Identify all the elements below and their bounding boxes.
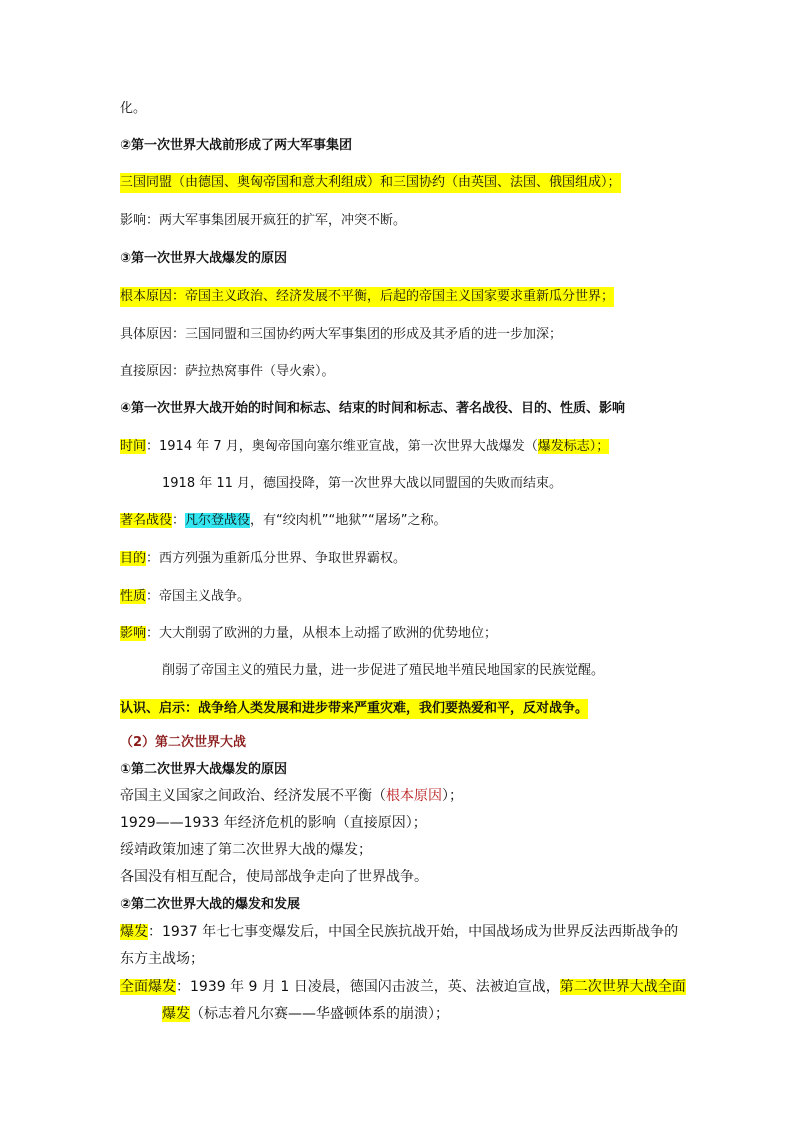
text-line bbox=[120, 922, 678, 942]
highlight-segment: 爆发标志）； bbox=[537, 439, 610, 454]
text-segment: ，有“绞肉机”“地狱”“屠场”之称。 bbox=[250, 513, 447, 528]
highlight-segment: 第二次世界大战全面 bbox=[559, 979, 686, 995]
subheading: ②第二次世界大战的爆发和发展 bbox=[120, 897, 301, 912]
highlight-segment: 爆发 bbox=[162, 1006, 190, 1022]
text-segment: ：1939 年 9 月 1 日凌晨，德国闪击波兰，英、法被迫宣战， bbox=[176, 979, 560, 995]
text-line bbox=[120, 549, 406, 569]
text-line: 1918 年 11 月，德国投降，第一次世界大战以同盟国的失败而结束。 bbox=[162, 476, 563, 491]
text-line: 影响：两大军事集团展开疯狂的扩军，冲突不断。 bbox=[120, 213, 407, 228]
label-battle: 著名战役 bbox=[120, 513, 173, 528]
text-line: 东方主战场； bbox=[120, 951, 204, 967]
text-segment: ： bbox=[172, 513, 186, 528]
highlighted-line: 根本原因：帝国主义政治、经济发展不平衡，后起的帝国主义国家要求重新瓜分世界； bbox=[120, 287, 614, 307]
text-segment: ：1937 年七七事变爆发后，中国全民族抗战开始，中国战场成为世界反法西斯战争的 bbox=[148, 924, 679, 940]
text-segment: ：1914 年 7 月，奥匈帝国向塞尔维亚宣战，第一次世界大战爆发（ bbox=[146, 439, 538, 454]
subheading: ④第一次世界大战开始的时间和标志、结束的时间和标志、著名战役、目的、性质、影响 bbox=[120, 401, 626, 416]
text-line bbox=[162, 1004, 449, 1024]
label-time: 时间 bbox=[120, 439, 147, 454]
red-text: 根本原因 bbox=[386, 788, 442, 804]
text-segment: ：帝国主义战争。 bbox=[146, 589, 251, 604]
text-line: 化。 bbox=[120, 101, 147, 116]
text-line bbox=[120, 977, 686, 997]
cyan-highlight: 凡尔登战役 bbox=[185, 513, 251, 528]
label-nature: 性质 bbox=[120, 589, 147, 604]
subheading: ①第二次世界大战爆发的原因 bbox=[120, 762, 288, 777]
text-segment: ：大大削弱了欧洲的力量，从根本上动摇了欧洲的优势地位； bbox=[146, 626, 498, 641]
label-outbreak: 爆发 bbox=[120, 924, 148, 940]
text-line bbox=[120, 587, 250, 607]
highlighted-conclusion: 认识、启示：战争给人类发展和进步带来严重灾难，我们要热爱和平，反对战争。 bbox=[120, 699, 588, 719]
section-heading: （2）第二次世界大战 bbox=[120, 735, 247, 750]
text-segment: 帝国主义国家之间政治、经济发展不平衡（ bbox=[120, 788, 386, 804]
text-line: 直接原因：萨拉热窝事件（导火索）。 bbox=[120, 364, 335, 379]
subheading: ②第一次世界大战前形成了两大军事集团 bbox=[120, 138, 353, 153]
label-purpose: 目的 bbox=[120, 551, 147, 566]
subheading: ③第一次世界大战爆发的原因 bbox=[120, 251, 288, 266]
text-line bbox=[120, 437, 609, 457]
text-line: 各国没有相互配合，使局部战争走向了世界战争。 bbox=[120, 869, 428, 885]
text-segment: （标志着凡尔赛——华盛顿体系的崩溃）； bbox=[190, 1006, 449, 1022]
text-line bbox=[120, 786, 463, 806]
text-segment: ：西方列强为重新瓜分世界、争取世界霸权。 bbox=[146, 551, 407, 566]
text-line: 具体原因：三国同盟和三国协约两大军事集团的形成及其矛盾的进一步加深； bbox=[120, 327, 563, 342]
text-line bbox=[120, 624, 497, 644]
text-line bbox=[120, 511, 446, 531]
label-full-outbreak: 全面爆发 bbox=[120, 979, 176, 995]
highlighted-line: 三国同盟（由德国、奥匈帝国和意大利组成）和三国协约（由英国、法国、俄国组成）； bbox=[120, 173, 621, 193]
text-line: 1929——1933 年经济危机的影响（直接原因）； bbox=[120, 815, 427, 831]
label-impact: 影响 bbox=[120, 626, 147, 641]
text-line: 削弱了帝国主义的殖民力量，进一步促进了殖民地半殖民地国家的民族觉醒。 bbox=[162, 663, 605, 678]
text-segment: ）； bbox=[442, 788, 463, 804]
text-line: 绥靖政策加速了第二次世界大战的爆发； bbox=[120, 842, 372, 858]
